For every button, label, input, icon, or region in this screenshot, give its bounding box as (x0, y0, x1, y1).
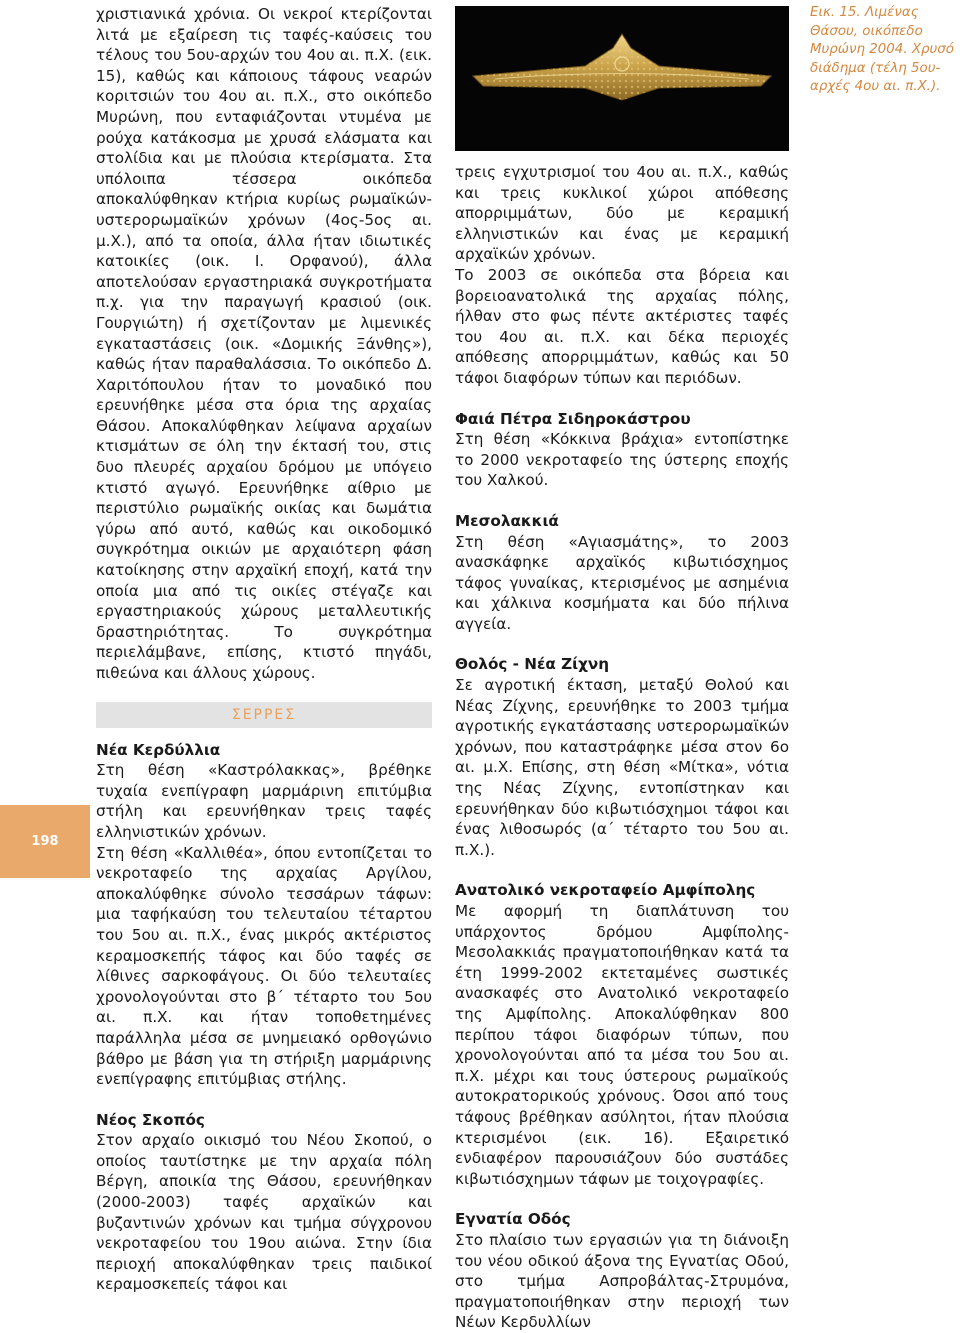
heading-amfipoli: Ανατολικό νεκροταφείο Αμφίπολης (455, 881, 756, 900)
spacer (455, 389, 789, 409)
paragraph-mesolakkia: Στη θέση «Αγιασμάτης», το 2003 ανασκάφηκε αρχαϊκός κιβωτιόσχημος τάφος γυναίκας, κτερισμένος με ασημένια και χάλκινα κοσμήματα και δύο πήλινα αγγεία. (455, 532, 789, 633)
paragraph-tholos: Σε αγροτική έκταση, μεταξύ Θολού και Νέας Ζίχνης, ερευνήθηκε το 2003 τμήμα αγροτικής εγκατάστασης υστερορωμαϊκών χρόνων, που καταστράφηκε μέσα στον 6ο αι. μ.Χ. Επίσης, στη θέση «Μίτκα», νότια της Νέας Ζίχνης, εντοπίστηκαν και ερευνήθηκαν δύο κιβωτιόσχημοι τάφοι και ένας λιθοσωρός (α΄ τέταρτο του 5ου αι. π.Χ.). (455, 676, 789, 859)
paragraph-continuation: τρεις εγχυτρισμοί του 4ου αι. π.Χ., καθώς και τρεις κυκλικοί χώροι απόθεσης απορριμμάτων, δύο με κεραμική ελληνιστικών και ένας με κεραμική αρχαϊκών χρόνων. (455, 163, 789, 264)
left-column (96, 4, 432, 1295)
section-title-serres: ΣΕΡΡΕΣ (96, 702, 432, 728)
paragraph-faia-petra: Στη θέση «Κόκκινα βράχια» εντοπίστηκε το 2000 νεκροταφείο της ύστερης εποχής του Χαλκού. (455, 430, 789, 490)
paragraph-neos-skopos-1: Στον αρχαίο οικισμό του Νέου Σκοπού, ο οποίος ταυτίστηκε με την αρχαία πόλη Βέργη, αποικία της Θάσου, ερευνήθηκαν (2000-2003) ταφές αρχαϊκών και βυζαντινών χρόνων και τμήμα σύγχρονου νεκροταφείου του 19ου αιώνα. Στην ίδια περιοχή αποκαλύφθηκαν τρεις παιδικοί κεραμοσκεπείς τάφοι και (96, 1131, 432, 1294)
heading-neos-skopos: Νέος Σκοπός (96, 1110, 205, 1129)
heading-mesolakkia: Μεσολακκιά (455, 511, 559, 530)
gold-diadem-image (455, 6, 789, 151)
intro-paragraph: χριστιανικά χρόνια. Οι νεκροί κτερίζονται λιτά με εξαίρεση τις ταφές-καύσεις του τέλους του 5ου-αρχών του 4ου αι. π.Χ. (εικ. 15), καθώς και κάποιους τάφους νεαρών κοριτσιών του 4ου αι. π.Χ., στο οικόπεδο Μυρώνη, που ενταφιάζονται ντυμένα με ρούχα κατάκοσμα με χρυσά ελάσματα και στολίδια και με πλούσια κτερίσματα. Στα υπόλοιπα τέσσερα οικόπεδα αποκαλύφθηκαν κτήρια κυρίως ρωμαϊκών-υστερορωμαϊκών χρόνων (4ος-5ος αι. μ.Χ.), από τα οποία, άλλα ήταν ιδιωτικές κατοικίες (οικ. Ι. Ορφανού), άλλα αποτελούσαν εργαστηριακά συγκροτήματα π.χ. για την παραγωγή κρασιού (οικ. Γουργιώτη) ή σχετίζονταν με λιμενικές εγκαταστάσεις (οικ. «Δομικής Ξάνθης»), καθώς ήταν παραθαλάσσια. Το οικόπεδο Δ. Χαριτόπουλου ήταν το μοναδικό που ερευνήθηκε μέσα στα όρια της αρχαίας Θάσου. Αποκαλύφθηκαν λείψανα αρχαίων κτισμάτων σε όλη την έκτασή του, στις δυο πλευρές αρχαίου δρόμου με υπόγειο κτιστό αγωγό. Ερευνήθηκε αίθριο με περιστύλιο ρωμαϊκής οικίας και δωμάτια γύρω από αυτό, καθώς και οικοδομικό συγκρότημα οικιών με αρχαιότερη φάση κατοίκησης στην αρχαϊκή εποχή, κατά την οποία μια από τις οικίες στέγαζε και εργαστηριακούς χώρους μεταλλευτικής δραστηριότητας. Το συγκρότημα περιελάμβανε, επίσης, κτιστό πηγάδι, πιθεώνα και άλλους χώρους. (96, 5, 432, 682)
page-number-tab (0, 805, 90, 878)
heading-faia-petra: Φαιά Πέτρα Σιδηροκάστρου (455, 409, 691, 428)
spacer (96, 1090, 432, 1110)
paragraph-nea-kerdyllia-2: Στη θέση «Καλλιθέα», όπου εντοπίζεται το νεκροταφείο της αρχαίας Αργίλου, αποκαλύφθηκε σύνολο τεσσάρων τάφων: μια ταφήκαύση του τελευταίου τέταρτου του 5ου αι. π.Χ., ένας μικρός ακτέριστος κεραμοσκεπής τάφος και δύο ταφές σε λίθινες σαρκοφάγους. Οι δύο τελευταίες χρονολογούνται στο β΄ τέταρτο του 5ου αι. π.Χ. και ήταν τοποθετημένες παράλληλα μέσα σε μνημειακό ορθογώνιο βάθρο με βάση για τη στήριξη μαρμάρινης ενεπίγραφης επιτύμβιας στήλης. (96, 843, 432, 1089)
spacer (455, 491, 789, 511)
right-column (455, 162, 789, 1333)
paragraph-amfipoli: Με αφορμή τη διαπλάτυνση του υπάρχοντος δρόμου Αμφίπολης-Μεσολακκιάς πραγματοποιήθηκαν κατά τα έτη 1999-2002 εκτεταμένες σωστικές ανασκαφές στο Ανατολικό νεκροταφείο της Αμφίπολης. Αποκαλύφθηκαν 800 περίπου τάφοι διαφόρων τύπων, που χρονολογούνται από τα μέσα του 5ου αι. π.Χ. μέχρι και τους ύστερους ρωμαϊκούς αυτοκρατορικούς χρόνους. Όσοι από τους τάφους βρέθηκαν ασύλητοι, ήταν πλούσια κτερισμένοι (εικ. 16). Εξαιρετικό ενδιαφέρον παρουσιάζουν δύο συστάδες κιβωτιόσχημων τάφων με τοιχογραφίες. (455, 902, 789, 1188)
heading-tholos: Θολός - Νέα Ζίχνη (455, 655, 610, 674)
spacer (455, 860, 789, 880)
page-number: 198 (31, 834, 59, 849)
heading-egnatia: Εγνατία Οδός (455, 1210, 571, 1229)
spacer (455, 634, 789, 654)
diadem-photo (455, 6, 789, 151)
figure-caption: Εικ. 15. Λιμένας Θάσου, οικόπεδο Μυρώνη 2004. Χρυσό διάδημα (τέλη 5ου-αρχές 4ου αι. π.Χ.). (810, 5, 954, 94)
paragraph-2003: Το 2003 σε οικόπεδα στα βόρεια και βορειοανατολικά της αρχαίας πόλης, ήλθαν στο φως πέντε ακτέριστες ταφές του 4ου αι. π.Χ. και δέκα περιοχές απόθεσης απορριμμάτων, καθώς και 50 τάφοι διαφόρων τύπων και περιόδων. (455, 265, 789, 387)
heading-nea-kerdyllia: Νέα Κερδύλλια (96, 740, 221, 759)
paragraph-egnatia: Στο πλαίσιο των εργασιών για τη διάνοιξη του νέου οδικού άξονα της Εγνατίας Οδού, στο τμήμα Ασπροβάλτας-Στρυμόνα, πραγματοποιήθηκαν στην περιοχή των Νέων Κερδυλλίων (455, 1230, 789, 1332)
spacer (455, 1189, 789, 1209)
paragraph-nea-kerdyllia-1: Στη θέση «Καστρόλακκας», βρέθηκε τυχαία ενεπίγραφη μαρμάρινη επιτύμβια στήλη και ερευνήθηκαν τρεις ταφές ελληνιστικών χρόνων. (96, 761, 432, 841)
